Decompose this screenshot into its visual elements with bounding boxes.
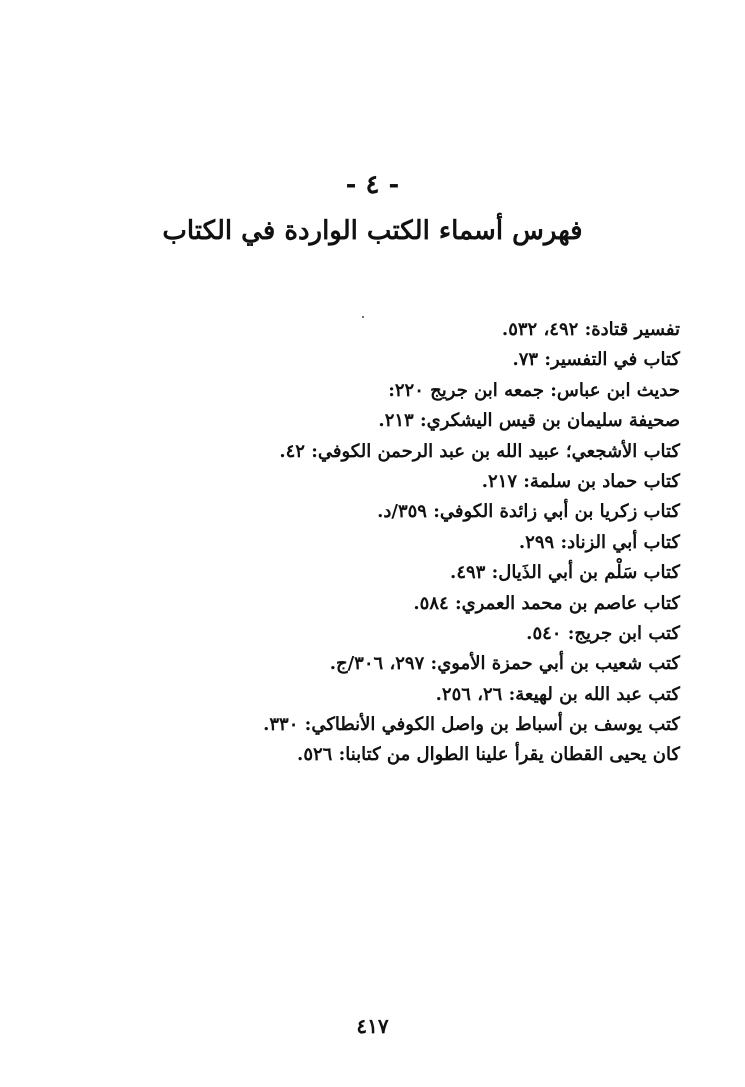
index-entry: كتاب في التفسير: ٧٣. xyxy=(512,349,680,371)
index-entry: صحيفة سليمان بن قيس اليشكري: ٢١٣. xyxy=(378,410,680,432)
page-number: ٤١٧ xyxy=(356,1014,389,1038)
index-entry: كتاب الأشجعي؛ عبيد الله بن عبد الرحمن الكوفي: ٤٢. xyxy=(279,440,680,462)
index-entry: كتاب سَلْم بن أبي الذَيال: ٤٩٣. xyxy=(450,562,680,584)
index-entry: كتاب زكريا بن أبي زائدة الكوفي: ٣٥٩/د. xyxy=(377,501,680,523)
section-number: - ٤ - xyxy=(345,170,400,200)
index-entry: حديث ابن عباس: جمعه ابن جريج ٢٢٠: xyxy=(388,379,680,401)
index-entry: كتب يوسف بن أسباط بن واصل الكوفي الأنطاكي: ٣٣٠. xyxy=(263,714,680,736)
book-index-list xyxy=(200,315,680,771)
index-entry: كتب عبد الله بن لهيعة: ٢٦، ٢٥٦. xyxy=(435,683,680,705)
index-entry: كتب ابن جريج: ٥٤٠. xyxy=(526,622,680,644)
index-entry: كتب شعيب بن أبي حمزة الأموي: ٢٩٧، ٣٠٦/ج. xyxy=(329,653,680,675)
index-entry: تفسير قتادة: ٤٩٢، ٥٣٢. xyxy=(501,319,680,340)
index-entry: كتاب أبي الزناد: ٢٩٩. xyxy=(518,531,680,553)
index-entry: كتاب حماد بن سلمة: ٢١٧. xyxy=(481,470,680,492)
index-entry: كتاب عاصم بن محمد العمري: ٥٨٤. xyxy=(413,592,680,614)
page-title: فهرس أسماء الكتب الواردة في الكتاب xyxy=(162,216,583,246)
index-entry: كان يحيى القطان يقرأ علينا الطوال من كتابنا: ٥٢٦. xyxy=(297,744,680,766)
